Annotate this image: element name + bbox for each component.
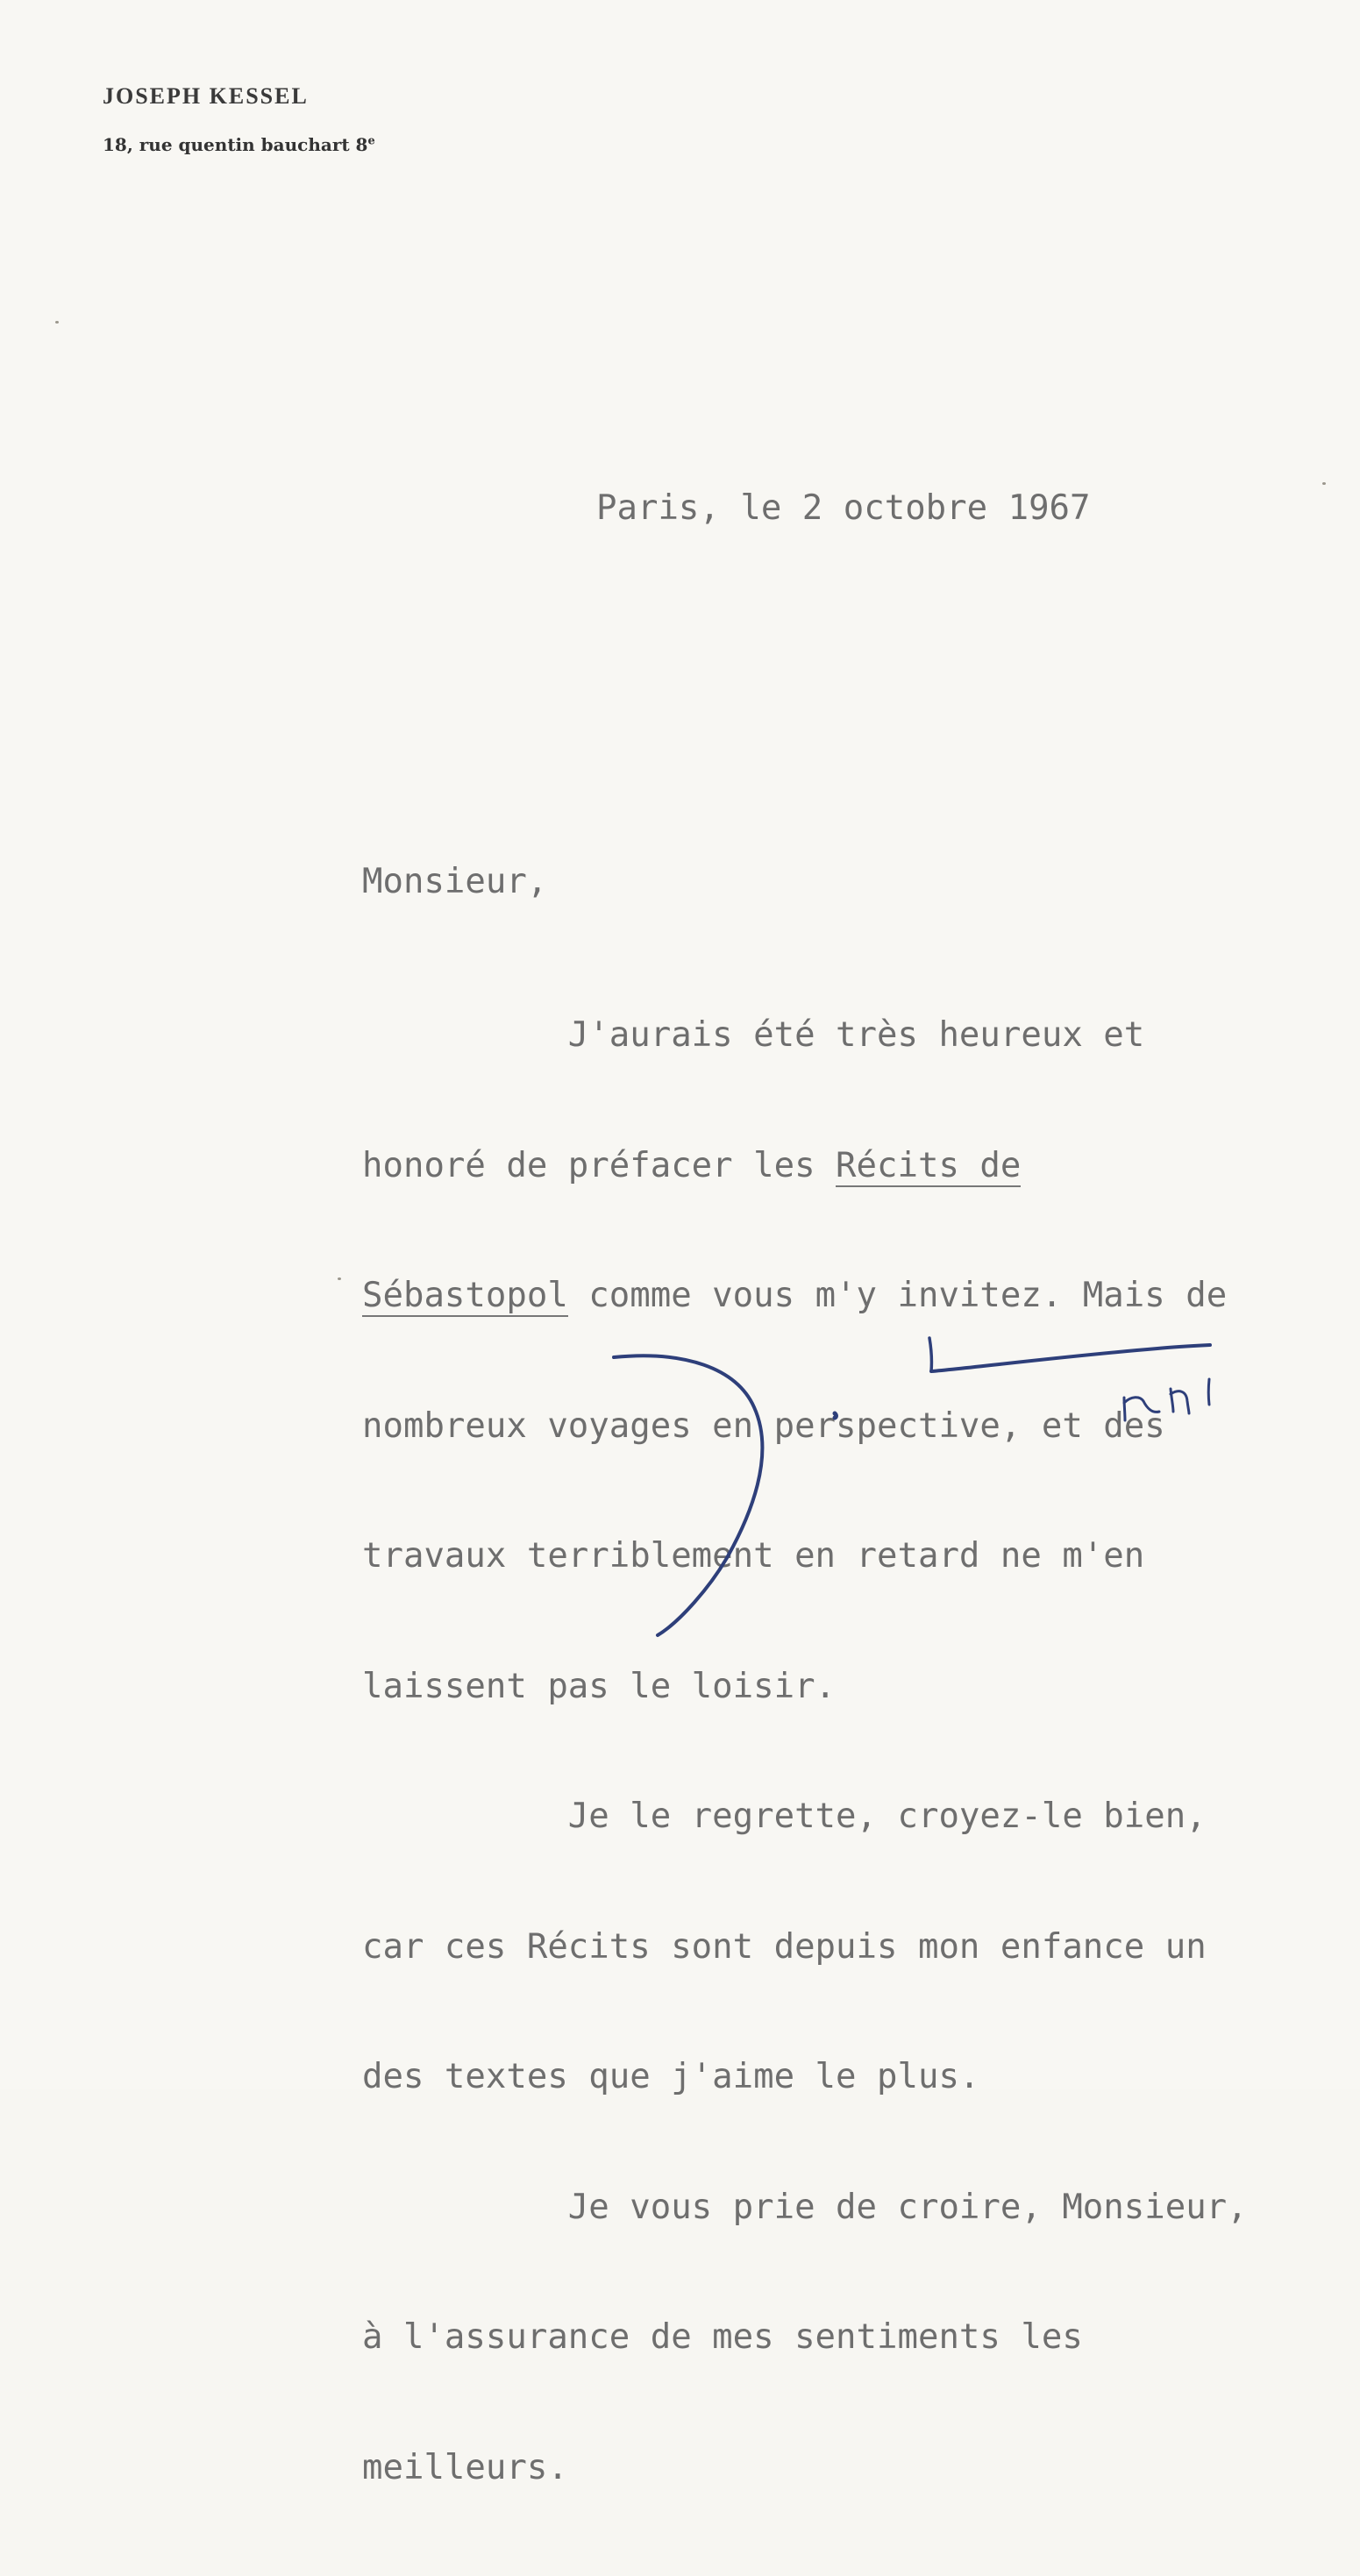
body-line-2-text: honoré de préfacer les	[362, 1145, 837, 1185]
paper-speck	[338, 1277, 341, 1280]
body-line-10: Je vous prie de croire, Monsieur,	[362, 2187, 1248, 2227]
body-line-7: Je le regrette, croyez-le bien,	[362, 1797, 1207, 1836]
underlined-title-part-1: Récits de	[836, 1145, 1022, 1185]
letter-date: Paris, le 2 octobre 1967	[596, 488, 1091, 528]
underlined-title-part-2: Sébastopol	[362, 1276, 568, 1315]
paper-speck	[1322, 482, 1326, 485]
letter-greeting: Monsieur,	[362, 862, 548, 901]
body-line-8: car ces Récits sont depuis mon enfance un	[362, 1926, 1207, 1967]
body-line-12: meilleurs.	[362, 2447, 568, 2487]
letterhead-address-superscript: e	[367, 134, 375, 148]
letterhead-name: JOSEPH KESSEL	[103, 83, 309, 109]
body-line-11: à l'assurance de mes sentiments les	[362, 2317, 1083, 2357]
body-line-4: nombreux voyages en perspective, et des	[362, 1405, 1165, 1446]
paper-speck	[55, 321, 59, 324]
body-line-3	[362, 1274, 1248, 1318]
body-line-3-text: comme vous m'y invitez. Mais de	[567, 1276, 1228, 1315]
body-line-5: travaux terriblement en retard ne m'en	[362, 1536, 1145, 1576]
handwritten-signature	[605, 1333, 1289, 1832]
body-line-2	[362, 1144, 1248, 1188]
body-line-1: J'aurais été très heureux et	[362, 1015, 1145, 1055]
body-line-6: laissent pas le loisir.	[362, 1666, 837, 1706]
body-line-9: des textes que j'aime le plus.	[362, 2057, 980, 2096]
letterhead-address	[103, 134, 375, 155]
letterhead-address-text: 18, rue quentin bauchart 8	[103, 134, 368, 155]
